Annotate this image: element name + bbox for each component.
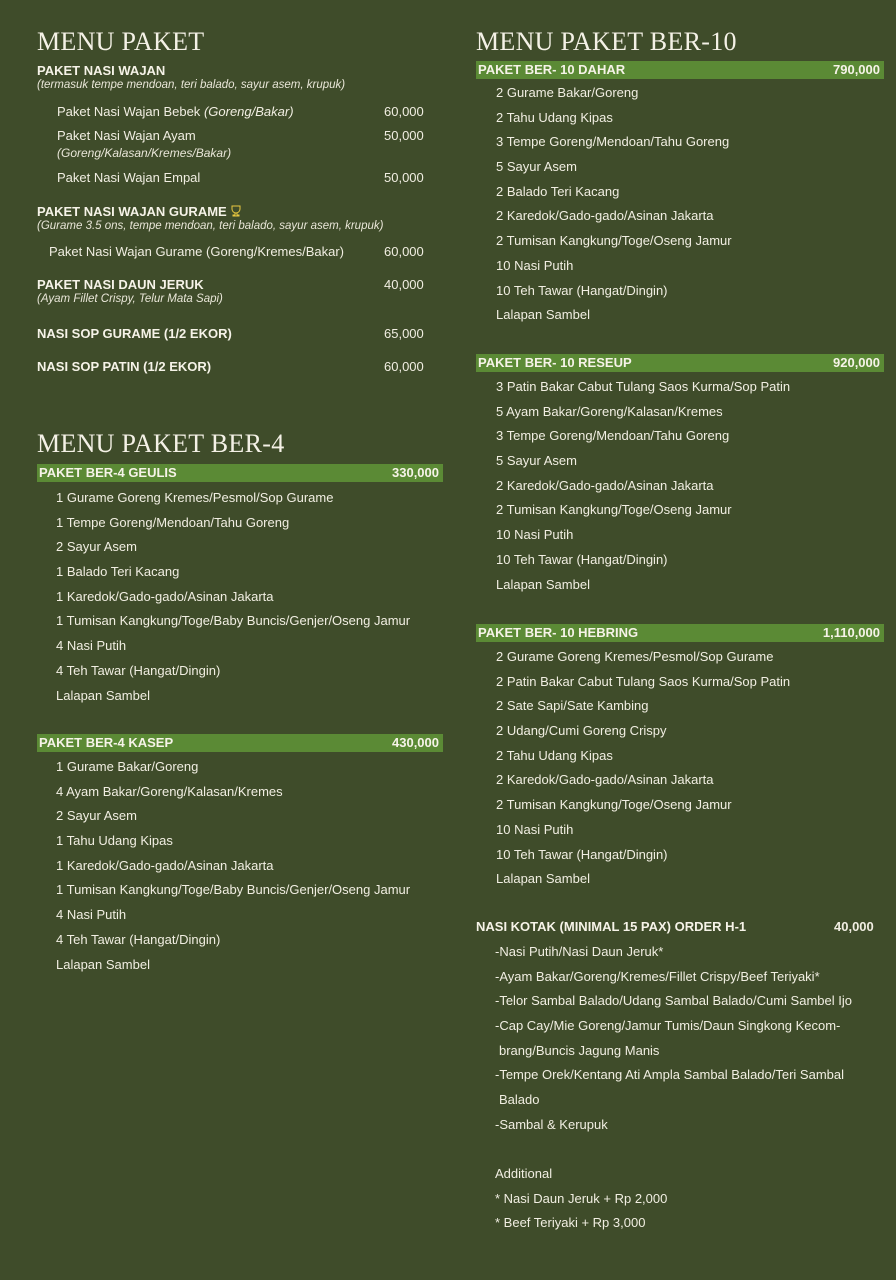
price-sop-patin: 60,000: [384, 359, 424, 374]
list-item: brang/Buncis Jagung Manis: [499, 1042, 660, 1058]
paket-ber10-dahar-bar: PAKET BER- 10 DAHAR 790,000: [476, 61, 884, 79]
list-item: 1 Tahu Udang Kipas: [56, 833, 173, 849]
list-item: 2 Tumisan Kangkung/Toge/Oseng Jamur: [496, 502, 732, 518]
paket-ber10-reseup-list: [496, 375, 790, 597]
menu-item-nasi-wajan-empal: Paket Nasi Wajan Empal: [57, 170, 201, 185]
list-item: -Sambal & Kerupuk: [495, 1116, 608, 1132]
list-item: -Telor Sambal Balado/Udang Sambal Balado/Cumi Sambel Ijo: [495, 993, 852, 1009]
paket-daun-jeruk-header: PAKET NASI DAUN JERUK: [37, 277, 204, 292]
menu-item-nasi-wajan-gurame: Paket Nasi Wajan Gurame (Goreng/Kremes/Bakar): [49, 244, 345, 259]
list-item: 3 Patin Bakar Cabut Tulang Saos Kurma/Sop Patin: [496, 379, 791, 394]
menu-item-nasi-wajan-bebek: Paket Nasi Wajan Bebek (Goreng/Bakar): [57, 104, 294, 119]
list-item: 10 Teh Tawar (Hangat/Dingin): [496, 282, 668, 298]
nasi-kotak-list: [495, 940, 852, 1138]
list-item: 1 Tempe Goreng/Mendoan/Tahu Goreng: [56, 514, 290, 530]
list-item: -Tempe Orek/Kentang Ati Ampla Sambal Balado/Teri Sambal: [495, 1067, 845, 1083]
paket-ber4-geulis-list: [56, 486, 410, 708]
list-item: 1 Balado Teri Kacang: [56, 564, 180, 580]
price-nasi-wajan-bebek: 60,000: [384, 104, 424, 119]
additional-item: * Nasi Daun Jeruk + Rp 2,000: [495, 1191, 668, 1206]
list-item: Lalapan Sambel: [496, 576, 590, 592]
list-item: Lalapan Sambel: [496, 307, 590, 323]
list-item: 1 Karedok/Gado-gado/Asinan Jakarta: [56, 588, 274, 604]
list-item: 2 Tumisan Kangkung/Toge/Oseng Jamur: [496, 233, 732, 249]
list-item: 2 Patin Bakar Cabut Tulang Saos Kurma/Sop Patin: [496, 673, 791, 689]
paket-ber10-hebring-bar: PAKET BER- 10 HEBRING 1,110,000: [476, 624, 884, 642]
list-item: 5 Sayur Asem: [496, 453, 577, 469]
price-sop-gurame: 65,000: [384, 326, 424, 341]
list-item: Balado: [499, 1092, 540, 1108]
price-daun-jeruk: 40,000: [384, 277, 424, 292]
nasi-sop-patin-header: NASI SOP PATIN (1/2 EKOR): [37, 359, 212, 374]
section-title-menu-paket: MENU PAKET: [37, 27, 205, 56]
paket-nasi-wajan-header: PAKET NASI WAJAN: [37, 63, 166, 78]
paket-ber4-geulis-bar: PAKET BER-4 GEULIS 330,000: [37, 464, 443, 482]
paket-ber10-hebring-list: [496, 645, 790, 892]
price-nasi-wajan-gurame: 60,000: [384, 244, 424, 259]
list-item: 2 Karedok/Gado-gado/Asinan Jakarta: [496, 477, 714, 493]
list-item: 1 Karedok/Gado-gado/Asinan Jakarta: [56, 857, 274, 873]
list-item: Lalapan Sambel: [56, 687, 150, 703]
trophy-icon: [231, 205, 241, 217]
list-item: 2 Sayur Asem: [56, 539, 137, 555]
paket-daun-jeruk-note: (Ayam Fillet Crispy, Telur Mata Sapi): [37, 293, 223, 305]
list-item: 1 Tumisan Kangkung/Toge/Baby Buncis/Genjer/Oseng Jamur: [56, 882, 411, 898]
list-item: 3 Tempe Goreng/Mendoan/Tahu Goreng: [496, 428, 730, 444]
list-item: Lalapan Sambel: [496, 871, 590, 887]
paket-ber4-kasep-list: [56, 755, 410, 977]
section-title-menu-ber10: MENU PAKET BER-10: [476, 27, 737, 56]
list-item: 2 Sate Sapi/Sate Kambing: [496, 698, 649, 714]
list-item: 10 Teh Tawar (Hangat/Dingin): [496, 846, 668, 862]
list-item: 2 Tahu Udang Kipas: [496, 747, 613, 763]
list-item: 4 Teh Tawar (Hangat/Dingin): [56, 662, 221, 678]
paket-ber4-kasep-bar: PAKET BER-4 KASEP 430,000: [37, 734, 443, 752]
list-item: 4 Nasi Putih: [56, 638, 127, 654]
list-item: -Cap Cay/Mie Goreng/Jamur Tumis/Daun Singkong Kecom-: [495, 1018, 841, 1034]
list-item: 4 Nasi Putih: [56, 907, 127, 923]
list-item: 10 Teh Tawar (Hangat/Dingin): [496, 551, 668, 567]
paket-ber10-dahar-list: [496, 81, 732, 328]
nasi-kotak-header: NASI KOTAK (MINIMAL 15 PAX) ORDER H-1: [476, 919, 747, 934]
paket-nasi-wajan-note: (termasuk tempe mendoan, teri balado, sayur asem, krupuk): [37, 79, 346, 91]
list-item: 2 Gurame Goreng Kremes/Pesmol/Sop Gurame: [496, 649, 774, 664]
list-item: 2 Karedok/Gado-gado/Asinan Jakarta: [496, 208, 714, 224]
section-title-menu-ber4: MENU PAKET BER-4: [37, 429, 285, 458]
price-nasi-kotak: 40,000: [834, 919, 874, 934]
list-item: 2 Gurame Bakar/Goreng: [496, 85, 639, 100]
list-item: 2 Udang/Cumi Goreng Crispy: [496, 723, 667, 739]
list-item: 2 Sayur Asem: [56, 808, 137, 824]
list-item: -Nasi Putih/Nasi Daun Jeruk*: [495, 944, 664, 959]
list-item: 10 Nasi Putih: [496, 821, 574, 837]
list-item: 5 Sayur Asem: [496, 159, 577, 175]
list-item: 1 Gurame Goreng Kremes/Pesmol/Sop Gurame: [56, 490, 334, 505]
list-item: -Ayam Bakar/Goreng/Kremes/Fillet Crispy/Beef Teriyaki*: [495, 968, 820, 984]
price-nasi-wajan-ayam: 50,000: [384, 128, 424, 143]
list-item: 2 Karedok/Gado-gado/Asinan Jakarta: [496, 772, 714, 788]
list-item: 1 Tumisan Kangkung/Toge/Baby Buncis/Genjer/Oseng Jamur: [56, 613, 411, 629]
list-item: 4 Ayam Bakar/Goreng/Kalasan/Kremes: [56, 783, 283, 799]
additional-title: Additional: [495, 1166, 553, 1181]
price-nasi-wajan-empal: 50,000: [384, 170, 424, 185]
list-item: 5 Ayam Bakar/Goreng/Kalasan/Kremes: [496, 403, 723, 419]
list-item: Lalapan Sambel: [56, 956, 150, 972]
nasi-sop-gurame-header: NASI SOP GURAME (1/2 EKOR): [37, 326, 232, 341]
list-item: 4 Teh Tawar (Hangat/Dingin): [56, 931, 221, 947]
list-item: 2 Tahu Udang Kipas: [496, 109, 613, 125]
list-item: 1 Gurame Bakar/Goreng: [56, 759, 199, 774]
menu-item-nasi-wajan-ayam: Paket Nasi Wajan Ayam: [57, 128, 196, 143]
list-item: 2 Balado Teri Kacang: [496, 183, 620, 199]
list-item: 2 Tumisan Kangkung/Toge/Oseng Jamur: [496, 797, 732, 813]
menu-item-nasi-wajan-ayam-variant: (Goreng/Kalasan/Kremes/Bakar): [57, 146, 232, 160]
additional-item: * Beef Teriyaki + Rp 3,000: [495, 1215, 646, 1230]
list-item: 10 Nasi Putih: [496, 527, 574, 543]
paket-ber10-reseup-bar: PAKET BER- 10 RESEUP 920,000: [476, 354, 884, 372]
list-item: 3 Tempe Goreng/Mendoan/Tahu Goreng: [496, 134, 730, 150]
paket-wajan-gurame-header: PAKET NASI WAJAN GURAME: [37, 204, 241, 219]
list-item: 10 Nasi Putih: [496, 257, 574, 273]
paket-wajan-gurame-note: (Gurame 3.5 ons, tempe mendoan, teri balado, sayur asem, krupuk): [37, 220, 384, 232]
